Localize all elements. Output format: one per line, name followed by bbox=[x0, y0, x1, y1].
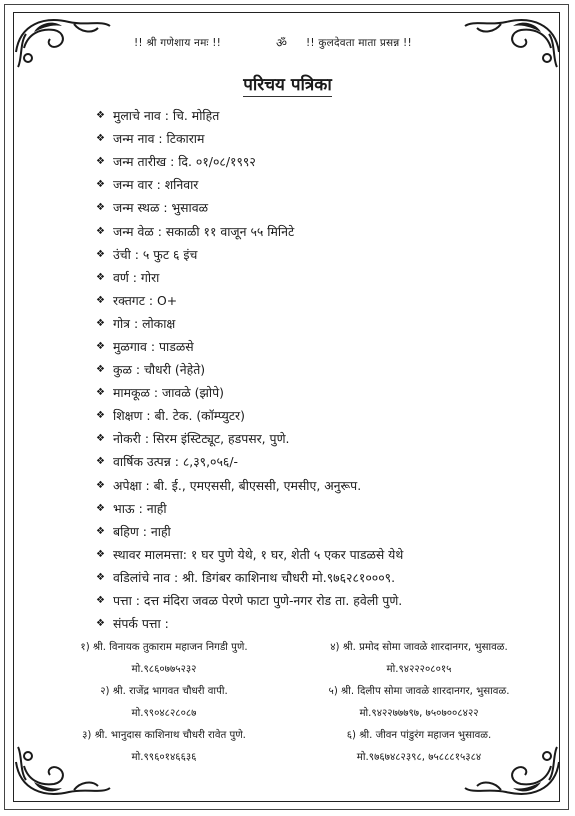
bullet-icon: ❖ bbox=[96, 595, 105, 607]
bullet-icon: ❖ bbox=[96, 294, 105, 306]
bullet-icon: ❖ bbox=[96, 364, 105, 376]
contact-phone: मो.९४२२२०८०१५ bbox=[386, 664, 452, 675]
contact-name: ६) श्री. जीवन पांडुरंग महाजन भुसावळ. bbox=[346, 730, 492, 741]
detail-item bbox=[96, 196, 546, 219]
bullet-icon: ❖ bbox=[96, 618, 105, 630]
contact-phone: मो.९४२२७७७९७, ७५०७००८४२२ bbox=[359, 708, 479, 719]
contact-phone: मो.९८६०७७५२३२ bbox=[131, 664, 197, 675]
bullet-icon: ❖ bbox=[96, 179, 105, 191]
contact-row bbox=[44, 635, 544, 657]
bullet-icon: ❖ bbox=[96, 502, 105, 514]
bullet-icon: ❖ bbox=[96, 202, 105, 214]
bullet-icon: ❖ bbox=[96, 225, 105, 237]
contact-name: ५) श्री. दिलीप सोमा जावळे शारदानगर, भुसावळ. bbox=[328, 686, 510, 697]
detail-text: मामकूळ : जावळे (झोपे) bbox=[113, 385, 224, 401]
contact-phone: मो.९७६७४८२३९८, ७५८८८१५३८४ bbox=[356, 752, 482, 763]
detail-text: स्थावर मालमत्ता: १ घर पुणे येथे, १ घर, शेती ५ एकर पाडळसे येथे bbox=[113, 546, 404, 562]
detail-text: वडिलांचे नाव : श्री. डिगंबर काशिनाथ चौधरी मो.९७६२८१०००९. bbox=[113, 569, 396, 585]
bullet-icon: ❖ bbox=[96, 133, 105, 145]
bullet-icon: ❖ bbox=[96, 340, 105, 352]
detail-item bbox=[96, 312, 546, 335]
detail-item bbox=[96, 243, 546, 266]
detail-text: मुळगाव : पाडळसे bbox=[113, 338, 194, 354]
bullet-icon: ❖ bbox=[96, 410, 105, 422]
corner-ornament-top-right bbox=[461, 12, 561, 72]
detail-text: मुलाचे नाव : चि. मोहित bbox=[113, 108, 220, 124]
detail-text: शिक्षण : बी. टेक. (कॉम्प्युटर) bbox=[113, 408, 245, 424]
bullet-icon: ❖ bbox=[96, 571, 105, 583]
detail-text: जन्म वेळ : सकाळी ११ वाजून ५५ मिनिटे bbox=[113, 223, 295, 239]
bullet-icon: ❖ bbox=[96, 110, 105, 122]
contact-row bbox=[44, 679, 544, 701]
detail-text: अपेक्षा : बी. ई., एमएससी, बीएससी, एमसीए, अनुरूप. bbox=[113, 477, 362, 493]
detail-item bbox=[96, 127, 546, 150]
bullet-icon: ❖ bbox=[96, 317, 105, 329]
detail-item bbox=[96, 497, 546, 520]
bullet-icon: ❖ bbox=[96, 456, 105, 468]
detail-item bbox=[96, 520, 546, 543]
bullet-icon: ❖ bbox=[96, 271, 105, 283]
detail-item bbox=[96, 612, 546, 635]
bullet-icon: ❖ bbox=[96, 387, 105, 399]
detail-text: जन्म तारीख : दि. ०१/०८/१९९२ bbox=[113, 154, 256, 170]
contact-name: ३) श्री. भानुदास काशिनाथ चौधरी रावेत पुणे. bbox=[82, 730, 246, 741]
detail-text: कुळ : चौधरी (नेहेते) bbox=[113, 362, 206, 378]
detail-text: उंची : ५ फुट ६ इंच bbox=[113, 246, 198, 262]
contact-phone: मो.९९६०१४६६३६ bbox=[131, 752, 197, 763]
detail-text: जन्म वार : शनिवार bbox=[113, 177, 199, 193]
details-list bbox=[96, 104, 546, 635]
header-blessing-right: !! कुलदेवता माता प्रसन्न !! bbox=[306, 37, 412, 49]
detail-item bbox=[96, 474, 546, 497]
detail-item bbox=[96, 427, 546, 450]
detail-text: जन्म स्थळ : भुसावळ bbox=[113, 200, 209, 216]
detail-item bbox=[96, 358, 546, 381]
contact-row bbox=[44, 745, 544, 767]
detail-item bbox=[96, 150, 546, 173]
contact-name: १) श्री. विनायक तुकाराम महाजन निगडी पुणे. bbox=[80, 642, 248, 653]
bullet-icon: ❖ bbox=[96, 248, 105, 260]
page-title: परिचय पत्रिका bbox=[243, 75, 332, 95]
contact-row bbox=[44, 723, 544, 745]
bullet-icon: ❖ bbox=[96, 525, 105, 537]
detail-item bbox=[96, 450, 546, 473]
detail-item bbox=[96, 589, 546, 612]
detail-text: वर्ण : गोरा bbox=[113, 269, 160, 285]
contact-phone: मो.९९०४८२८०८७ bbox=[131, 708, 197, 719]
detail-text: पत्ता : दत्त मंदिरा जवळ पेरणे फाटा पुणे-नगर रोड ता. हवेली पुणे. bbox=[113, 593, 403, 609]
detail-item bbox=[96, 543, 546, 566]
detail-text: बहिण : नाही bbox=[113, 523, 171, 539]
detail-item bbox=[96, 404, 546, 427]
detail-item bbox=[96, 381, 546, 404]
detail-item bbox=[96, 335, 546, 358]
detail-item bbox=[96, 566, 546, 589]
contact-name: ४) श्री. प्रमोद सोमा जावळे शारदानगर, भुसावळ. bbox=[330, 642, 508, 653]
corner-ornament-top-left bbox=[14, 12, 114, 72]
bullet-icon: ❖ bbox=[96, 479, 105, 491]
detail-text: गोत्र : लोकाक्ष bbox=[113, 315, 176, 331]
detail-text: संपर्क पत्ता : bbox=[113, 616, 169, 632]
detail-item bbox=[96, 219, 546, 242]
detail-text: रक्तगट : O+ bbox=[113, 292, 178, 308]
bullet-icon: ❖ bbox=[96, 156, 105, 168]
contact-row bbox=[44, 657, 544, 679]
detail-item bbox=[96, 173, 546, 196]
contacts-section bbox=[44, 635, 544, 767]
contact-name: २) श्री. राजेंद्र भागवत चौधरी वापी. bbox=[100, 686, 228, 697]
detail-item bbox=[96, 266, 546, 289]
bullet-icon: ❖ bbox=[96, 433, 105, 445]
header-blessing-left: !! श्री गणेशाय नमः !! bbox=[134, 37, 222, 49]
detail-text: वार्षिक उत्पन्न : ८,३९,०५६/- bbox=[113, 454, 239, 470]
detail-text: भाऊ : नाही bbox=[113, 500, 167, 516]
detail-item bbox=[96, 289, 546, 312]
detail-text: नोकरी : सिरम इंस्टिट्यूट, हडपसर, पुणे. bbox=[113, 431, 290, 447]
bullet-icon: ❖ bbox=[96, 548, 105, 560]
detail-text: जन्म नाव : टिकाराम bbox=[113, 131, 205, 147]
detail-item bbox=[96, 104, 546, 127]
om-symbol: ॐ bbox=[276, 36, 288, 50]
contact-row bbox=[44, 701, 544, 723]
